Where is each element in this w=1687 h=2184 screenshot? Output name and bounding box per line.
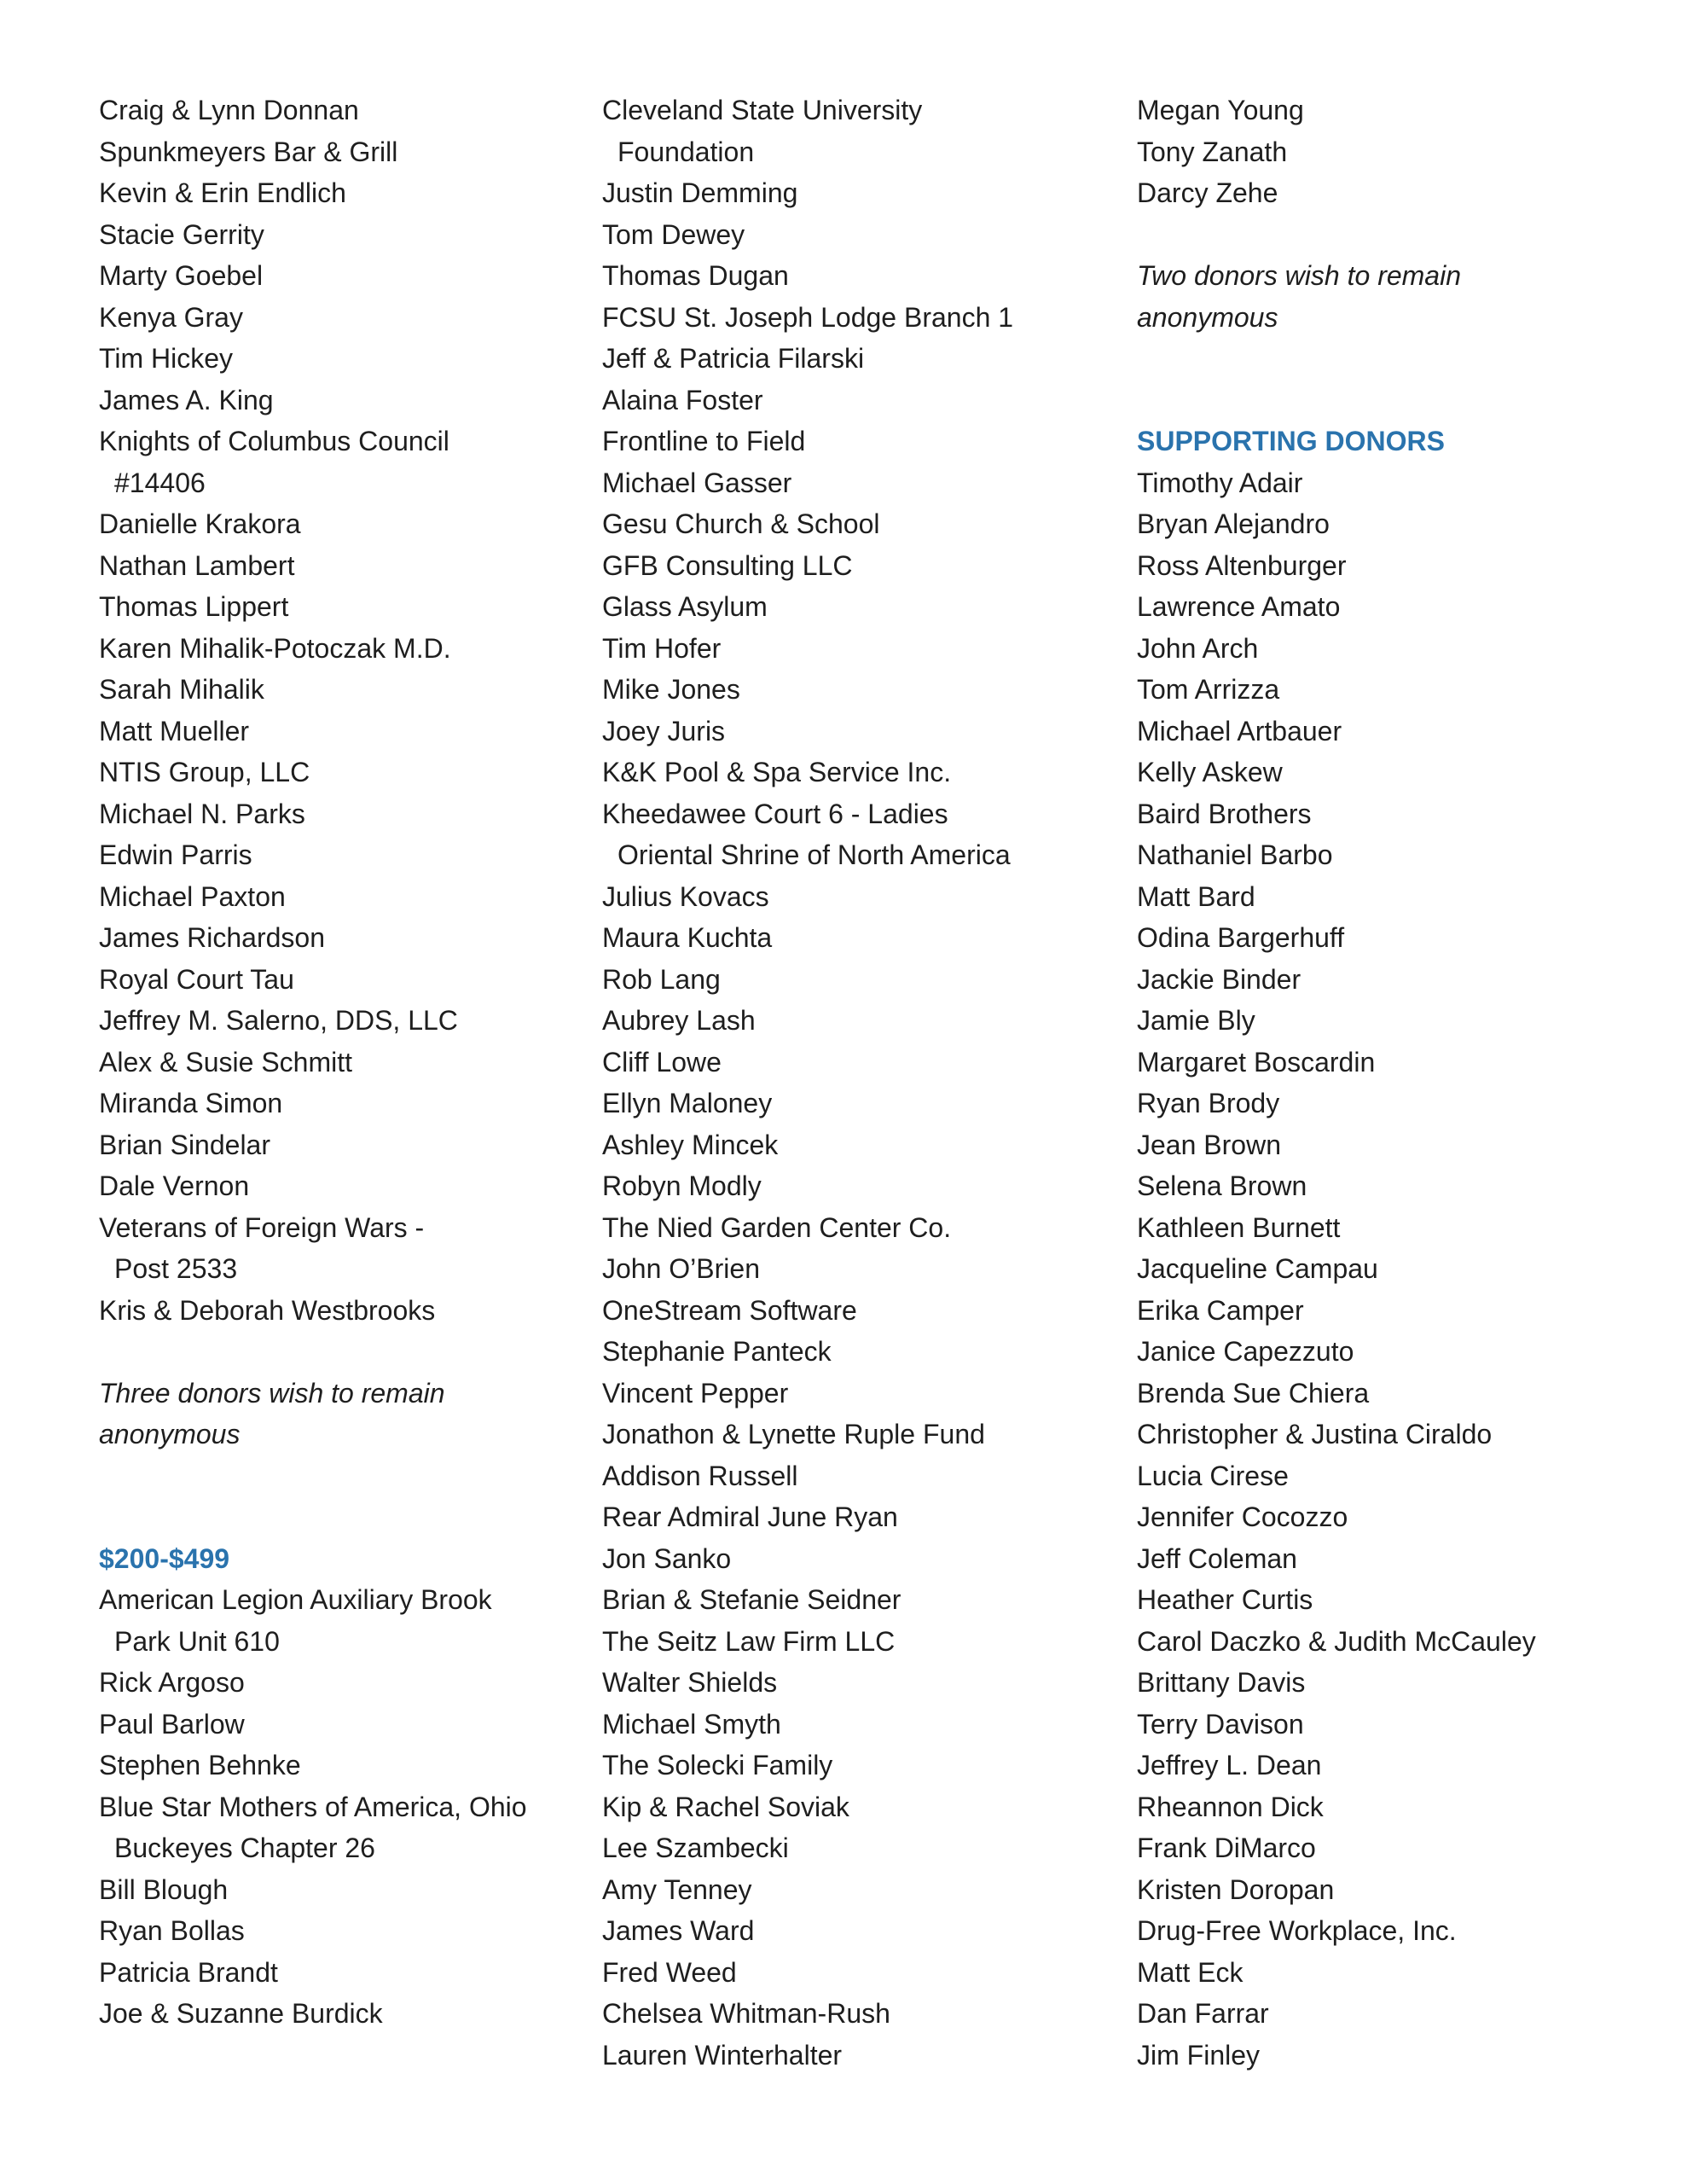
- donor-name: Tony Zanath: [1137, 136, 1288, 167]
- donor-name: Jeffrey L. Dean: [1137, 1750, 1322, 1780]
- donor-name: Justin Demming: [602, 177, 798, 208]
- donor-name: Odina Bargerhuff: [1137, 922, 1345, 953]
- donor-name: The Nied Garden Center Co.: [602, 1211, 952, 1243]
- donor-name: Terry Davison: [1137, 1708, 1304, 1740]
- donor-name: Marty Goebel: [99, 260, 264, 291]
- donor-name: Jean Brown: [1137, 1129, 1281, 1160]
- donor-name: Julius Kovacs: [602, 880, 769, 912]
- donor-name: Rheannon Dick: [1137, 1791, 1324, 1822]
- donor-name: Lucia Cirese: [1137, 1460, 1289, 1491]
- donor-name: Dale Vernon: [99, 1170, 250, 1201]
- donor-name: Rear Admiral June Ryan: [602, 1502, 898, 1532]
- donor-name: Jeff & Patricia Filarski: [602, 343, 865, 374]
- donor-name: Blue Star Mothers of America, Ohio: [99, 1791, 527, 1822]
- donor-name: James Ward: [602, 1915, 755, 1946]
- donor-name: Carol Daczko & Judith McCauley: [1137, 1625, 1536, 1657]
- donor-name: GFB Consulting LLC: [602, 549, 853, 581]
- donor-name: Knights of Columbus Council: [99, 426, 449, 456]
- donor-name: Jon Sanko: [602, 1542, 732, 1574]
- donor-name: Matt Eck: [1137, 1956, 1244, 1988]
- donor-name: Ellyn Maloney: [602, 1088, 773, 1118]
- donor-name: Tom Dewey: [602, 218, 745, 250]
- donor-name: Maura Kuchta: [602, 922, 773, 953]
- donor-name: Paul Barlow: [99, 1708, 245, 1740]
- donor-name: Michael Smyth: [602, 1708, 781, 1740]
- donor-name: Jonathon & Lynette Ruple Fund: [602, 1419, 985, 1449]
- donor-name: John Arch: [1137, 632, 1259, 664]
- donor-name: NTIS Group, LLC: [99, 757, 310, 787]
- donor-name: Megan Young: [1137, 95, 1304, 125]
- spacer: [1137, 338, 1649, 380]
- donor-name: Mike Jones: [602, 674, 740, 705]
- donor-name: Glass Asylum: [602, 591, 768, 622]
- donor-name: Cliff Lowe: [602, 1046, 722, 1077]
- donor-name-continuation: Buckeyes Chapter 26: [114, 1833, 375, 1863]
- donor-name-continuation: #14406: [114, 467, 206, 498]
- donor-name: Erika Camper: [1137, 1294, 1304, 1326]
- donor-name: Aubrey Lash: [602, 1005, 756, 1036]
- donor-name: Ryan Brody: [1137, 1088, 1280, 1118]
- donor-name: Heather Curtis: [1137, 1584, 1313, 1615]
- donor-name: Joe & Suzanne Burdick: [99, 1998, 383, 2029]
- donor-name: James A. King: [99, 384, 274, 415]
- donor-name: Jamie Bly: [1137, 1005, 1255, 1036]
- donor-name: The Seitz Law Firm LLC: [602, 1625, 896, 1657]
- donor-name: K&K Pool & Spa Service Inc.: [602, 757, 952, 787]
- donor-name: Kris & Deborah Westbrooks: [99, 1294, 436, 1326]
- donor-name: Sarah Mihalik: [99, 674, 264, 705]
- spacer: [99, 1496, 577, 1538]
- donor-name: Addison Russell: [602, 1460, 798, 1491]
- donor-name: Jennifer Cocozzo: [1137, 1502, 1348, 1532]
- donor-name: Jacqueline Campau: [1137, 1253, 1378, 1284]
- donor-name: Ryan Bollas: [99, 1915, 245, 1946]
- donor-name-continuation: Park Unit 610: [114, 1625, 280, 1657]
- donor-name: Bryan Alejandro: [1137, 508, 1330, 539]
- donor-name: Stephanie Panteck: [602, 1336, 832, 1367]
- donor-name: Patricia Brandt: [99, 1956, 278, 1988]
- donor-name: Brittany Davis: [1137, 1667, 1306, 1698]
- donor-name: Christopher & Justina Ciraldo: [1137, 1419, 1493, 1449]
- spacer: [1137, 214, 1649, 256]
- donor-name: Lawrence Amato: [1137, 591, 1341, 622]
- donor-name: Frontline to Field: [602, 426, 806, 456]
- donor-name: Fred Weed: [602, 1956, 737, 1988]
- donor-name: Edwin Parris: [99, 839, 252, 870]
- donor-name: Matt Mueller: [99, 715, 250, 746]
- donor-name: Kelly Askew: [1137, 757, 1283, 787]
- donor-name: Cleveland State University: [602, 95, 923, 125]
- donor-name: Janice Capezzuto: [1137, 1336, 1354, 1367]
- donor-name: Selena Brown: [1137, 1170, 1307, 1201]
- donor-name: Michael Gasser: [602, 467, 792, 498]
- donor-name: Stacie Gerrity: [99, 218, 264, 250]
- donor-column-1: [99, 90, 577, 2035]
- donor-name: Alaina Foster: [602, 384, 763, 415]
- donor-name: Nathan Lambert: [99, 549, 295, 581]
- donor-name: Drug-Free Workplace, Inc.: [1137, 1915, 1457, 1946]
- donor-name: Kristen Doropan: [1137, 1873, 1335, 1905]
- donor-name: Kip & Rachel Soviak: [602, 1791, 849, 1822]
- donor-name: Jackie Binder: [1137, 963, 1301, 995]
- anonymous-note: anonymous: [1137, 301, 1278, 333]
- donor-name: Tom Arrizza: [1137, 674, 1280, 705]
- donor-name: Ashley Mincek: [602, 1129, 779, 1160]
- section-heading: SUPPORTING DONORS: [1137, 426, 1445, 456]
- donor-name: Kheedawee Court 6 - Ladies: [602, 798, 948, 829]
- donor-name: Vincent Pepper: [602, 1377, 789, 1409]
- donor-name: Gesu Church & School: [602, 508, 880, 539]
- anonymous-note: anonymous: [99, 1419, 241, 1449]
- donor-name: Brian & Stefanie Seidner: [602, 1584, 901, 1615]
- donor-name: Chelsea Whitman-Rush: [602, 1998, 890, 2029]
- donor-name-continuation: Oriental Shrine of North America: [617, 839, 1011, 870]
- donor-name: The Solecki Family: [602, 1750, 833, 1780]
- donor-name: John O’Brien: [602, 1253, 760, 1284]
- donor-name: Lee Szambecki: [602, 1833, 789, 1863]
- donor-column-3: [1137, 90, 1649, 2076]
- donor-name: Ross Altenburger: [1137, 549, 1347, 581]
- donor-name: Jeff Coleman: [1137, 1542, 1297, 1574]
- donor-name: Tim Hofer: [602, 632, 722, 664]
- spacer: [1137, 380, 1649, 421]
- section-heading: $200-$499: [99, 1542, 230, 1574]
- donor-name: Kathleen Burnett: [1137, 1211, 1341, 1243]
- donor-name: Lauren Winterhalter: [602, 2039, 843, 2071]
- donor-name: Danielle Krakora: [99, 508, 301, 539]
- donor-name: Kevin & Erin Endlich: [99, 177, 346, 208]
- donor-name: Bill Blough: [99, 1873, 229, 1905]
- spacer: [99, 1331, 577, 1373]
- donor-name: Baird Brothers: [1137, 798, 1312, 829]
- donor-name: Joey Juris: [602, 715, 726, 746]
- donor-name: Matt Bard: [1137, 880, 1255, 912]
- anonymous-note: Two donors wish to remain: [1137, 260, 1461, 291]
- donor-name: Royal Court Tau: [99, 963, 294, 995]
- donor-name: Kenya Gray: [99, 301, 243, 333]
- donor-name: Jim Finley: [1137, 2039, 1261, 2071]
- donor-name: Robyn Modly: [602, 1170, 762, 1201]
- donor-name: Rob Lang: [602, 963, 721, 995]
- donor-name: Tim Hickey: [99, 343, 234, 374]
- donor-name-continuation: Foundation: [617, 136, 755, 167]
- donor-name: Rick Argoso: [99, 1667, 245, 1698]
- donor-name: Dan Farrar: [1137, 1998, 1269, 2029]
- donor-name: Stephen Behnke: [99, 1750, 301, 1780]
- donor-name: Jeffrey M. Salerno, DDS, LLC: [99, 1005, 458, 1036]
- donor-name: Frank DiMarco: [1137, 1833, 1316, 1863]
- donor-column-2: [602, 90, 1114, 2076]
- donor-name: Thomas Dugan: [602, 260, 789, 291]
- donor-name: Thomas Lippert: [99, 591, 289, 622]
- donor-name: Miranda Simon: [99, 1088, 283, 1118]
- donor-name: American Legion Auxiliary Brook: [99, 1584, 492, 1615]
- donor-name: Nathaniel Barbo: [1137, 839, 1333, 870]
- donor-name: Walter Shields: [602, 1667, 778, 1698]
- donor-name: Margaret Boscardin: [1137, 1046, 1376, 1077]
- donor-name: Alex & Susie Schmitt: [99, 1046, 352, 1077]
- donor-name: Timothy Adair: [1137, 467, 1303, 498]
- donor-name: FCSU St. Joseph Lodge Branch 1: [602, 301, 1014, 333]
- donor-name: James Richardson: [99, 922, 325, 953]
- anonymous-note: Three donors wish to remain: [99, 1377, 445, 1409]
- donor-name: Craig & Lynn Donnan: [99, 95, 359, 125]
- donor-name: Michael N. Parks: [99, 798, 305, 829]
- donor-name: Veterans of Foreign Wars -: [99, 1211, 425, 1243]
- donor-name: Darcy Zehe: [1137, 177, 1278, 208]
- donor-name-continuation: Post 2533: [114, 1253, 238, 1284]
- donor-name: OneStream Software: [602, 1294, 857, 1326]
- donor-name: Michael Paxton: [99, 880, 286, 912]
- donor-name: Brian Sindelar: [99, 1129, 270, 1160]
- donor-name: Karen Mihalik-Potoczak M.D.: [99, 632, 451, 664]
- donor-name: Brenda Sue Chiera: [1137, 1377, 1370, 1409]
- donor-name: Michael Artbauer: [1137, 715, 1342, 746]
- donor-name: Spunkmeyers Bar & Grill: [99, 136, 398, 167]
- spacer: [99, 1455, 577, 1497]
- donor-name: Amy Tenney: [602, 1873, 752, 1905]
